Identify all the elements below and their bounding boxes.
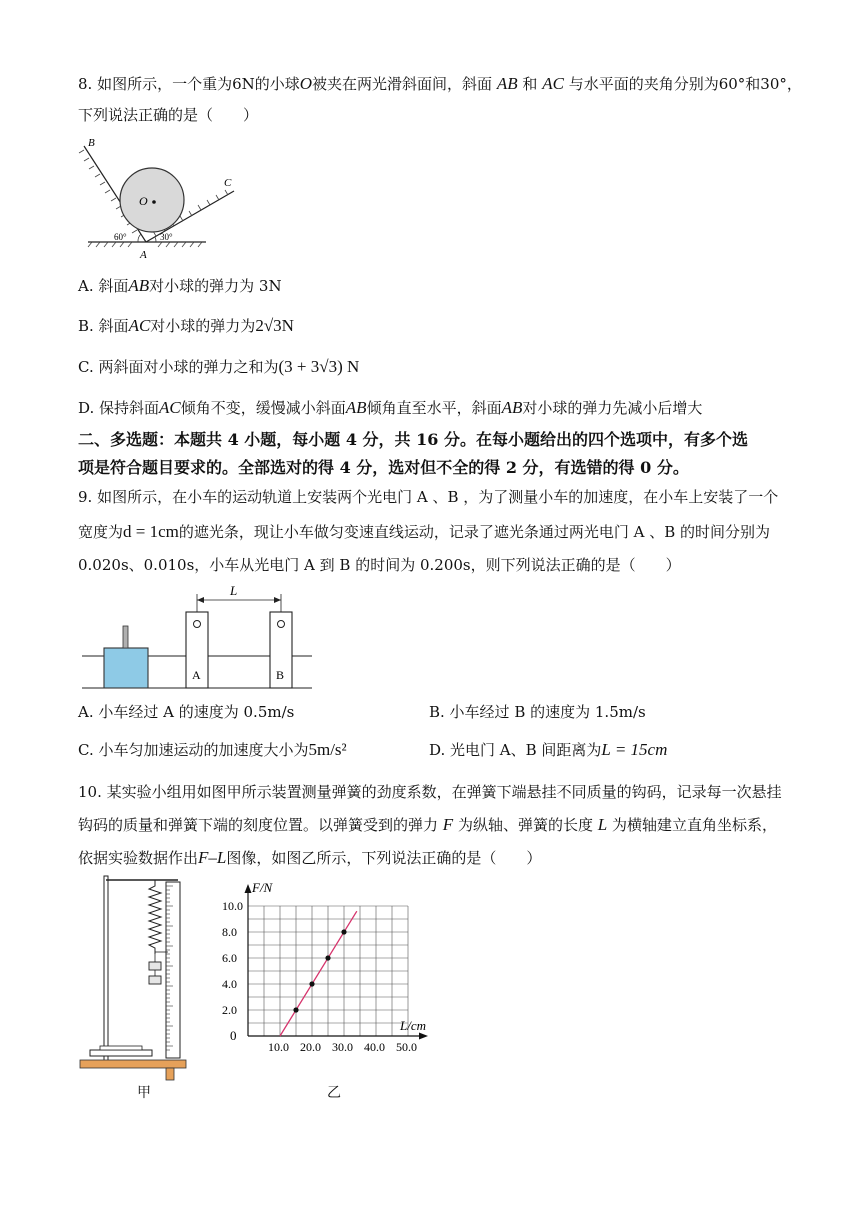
q9-stem-line1: 9. 如图所示，在小车的运动轨道上安装两个光电门 A 、B ，为了测量小车的加速度，在小车上安装了一个 — [78, 488, 779, 506]
q9-math: d = 1cm — [123, 522, 179, 541]
option-text: C. 小车匀加速运动的加速度大小为 — [78, 741, 309, 759]
option-math: (3 + 3√3) N — [278, 357, 360, 376]
option-var: AB — [128, 276, 150, 295]
q10-text: 图像，如图乙所示，下列说法正确的是（ ） — [226, 849, 542, 867]
data-point — [341, 929, 346, 934]
q8-figure — [76, 136, 232, 261]
q8-text: 被夹在两光滑斜面间，斜面 — [312, 75, 493, 93]
x-axis-label: L/cm — [400, 1018, 426, 1033]
option-math: 5m/s² — [308, 740, 347, 759]
y-tick-label: 2.0 — [222, 1003, 237, 1017]
x-tick-label: 30.0 — [332, 1040, 353, 1054]
origin-label: 0 — [230, 1028, 237, 1043]
q8-var-o: O — [299, 74, 313, 93]
angle-60: 60° — [114, 232, 127, 242]
y-tick-label: 6.0 — [222, 951, 237, 965]
light-shield — [123, 626, 128, 648]
q9-text: 的遮光条，现让小车做匀变速直线运动，记录了遮光条通过两光电门 A 、B 的时间分别为 — [178, 523, 771, 541]
q9-option-c — [78, 740, 347, 760]
q10-text: 为横轴建立直角坐标系， — [612, 816, 778, 834]
option-text: D. 光电门 A、B 间距离为 — [429, 741, 602, 759]
q8-option-d — [78, 398, 702, 418]
q10-var-fl: F–L — [198, 848, 227, 867]
option-var: AC — [128, 316, 151, 335]
y-tick-label: 8.0 — [222, 925, 237, 939]
q9-stem-line2 — [78, 522, 770, 542]
option-text: 倾角直至水平，斜面 — [366, 399, 502, 417]
x-tick-label: 40.0 — [364, 1040, 385, 1054]
caption-yi: 乙 — [327, 1085, 341, 1101]
data-point — [309, 981, 314, 986]
q8-stem-line1 — [78, 74, 802, 94]
option-var: AB — [501, 398, 523, 417]
label-a: A — [140, 249, 147, 261]
label-l: L — [230, 583, 238, 598]
q10-var-f: F — [442, 815, 454, 834]
q9-option-d — [429, 740, 667, 760]
q10-text: 钩码的质量和弹簧下端的刻度位置。以弹簧受到的弹力 — [78, 816, 439, 834]
option-text: 对小球的弹力先减小后增大 — [522, 399, 703, 417]
x-axis-arrow — [419, 1033, 428, 1040]
option-var: AC — [159, 398, 181, 417]
gate-b-label: B — [276, 668, 285, 682]
label-o: O — [139, 194, 148, 208]
q10-apparatus-figure — [78, 872, 188, 1082]
q8-var-ab: AB — [496, 74, 518, 93]
q10-text: 依据实验数据作出 — [78, 849, 199, 867]
option-math: 2√3N — [255, 316, 294, 335]
label-b: B — [88, 137, 95, 149]
section2-heading-line2: 项是符合题目要求的。全部选对的得 4 分，选对但不全的得 2 分，有选错的得 0 分。 — [78, 458, 689, 477]
q8-text: 与水平面的夹角分别为60°和30°， — [568, 75, 802, 93]
data-point — [325, 955, 330, 960]
caption-jia: 甲 — [137, 1085, 151, 1101]
option-text: 对小球的弹力为 — [150, 317, 256, 335]
y-tick-label: 4.0 — [222, 977, 237, 991]
table — [80, 1060, 186, 1068]
ball-o — [120, 168, 184, 232]
q8-option-a — [78, 276, 282, 296]
cart — [104, 648, 148, 688]
q9-option-a: A. 小车经过 A 的速度为 0.5m/s — [78, 703, 295, 721]
gate-a-label: A — [192, 668, 201, 682]
data-point — [293, 1007, 298, 1012]
option-math: L = 15cm — [601, 740, 668, 759]
x-tick-label: 10.0 — [268, 1040, 289, 1054]
y-axis-arrow — [245, 884, 252, 893]
q8-option-b — [78, 316, 294, 336]
option-text: C. 两斜面对小球的弹力之和为 — [78, 358, 279, 376]
q8-stem-line2: 下列说法正确的是（ ） — [78, 106, 259, 124]
weight-1 — [149, 962, 161, 970]
q10-var-l: L — [597, 815, 608, 834]
q8-text: 8. 如图所示，一个重为6N的小球 — [78, 75, 300, 93]
q10-stem-line3 — [78, 848, 541, 868]
option-text: 倾角不变，缓慢减小斜面 — [180, 399, 346, 417]
option-var: AB — [345, 398, 367, 417]
x-tick-label: 20.0 — [300, 1040, 321, 1054]
q9-text: 宽度为 — [78, 523, 124, 541]
option-text: D. 保持斜面 — [78, 399, 160, 417]
q10-text: 为纵轴、弹簧的长度 — [457, 816, 593, 834]
y-axis-label: F/N — [252, 880, 273, 895]
q9-stem-line3: 0.020s、0.010s，小车从光电门 A 到 B 的时间为 0.200s，则下列说法正确的是（ ） — [78, 556, 681, 574]
option-text: A. 斜面 — [78, 277, 129, 295]
q8-option-c — [78, 357, 359, 377]
angle-30: 30° — [160, 232, 173, 242]
y-tick-label: 10.0 — [222, 899, 243, 913]
option-text: 对小球的弹力为 3N — [149, 277, 282, 295]
q8-text: 和 — [522, 75, 538, 93]
q9-figure — [78, 582, 318, 692]
weight-2 — [149, 976, 161, 984]
option-text: B. 斜面 — [78, 317, 129, 335]
q8-var-ac: AC — [542, 74, 564, 93]
f-l-chart — [210, 872, 450, 1082]
label-c: C — [224, 177, 232, 189]
section2-heading-line1: 二、多选题：本题共 4 小题，每小题 4 分，共 16 分。在每小题给出的四个选项中，有多个选 — [78, 430, 748, 449]
q9-option-b: B. 小车经过 B 的速度为 1.5m/s — [429, 703, 646, 721]
q10-stem-line1: 10. 某实验小组用如图甲所示装置测量弹簧的劲度系数，在弹簧下端悬挂不同质量的钩码，记录每一次悬挂 — [78, 783, 782, 801]
q10-stem-line2 — [78, 815, 777, 835]
x-tick-label: 50.0 — [396, 1040, 417, 1054]
spring — [149, 880, 161, 954]
